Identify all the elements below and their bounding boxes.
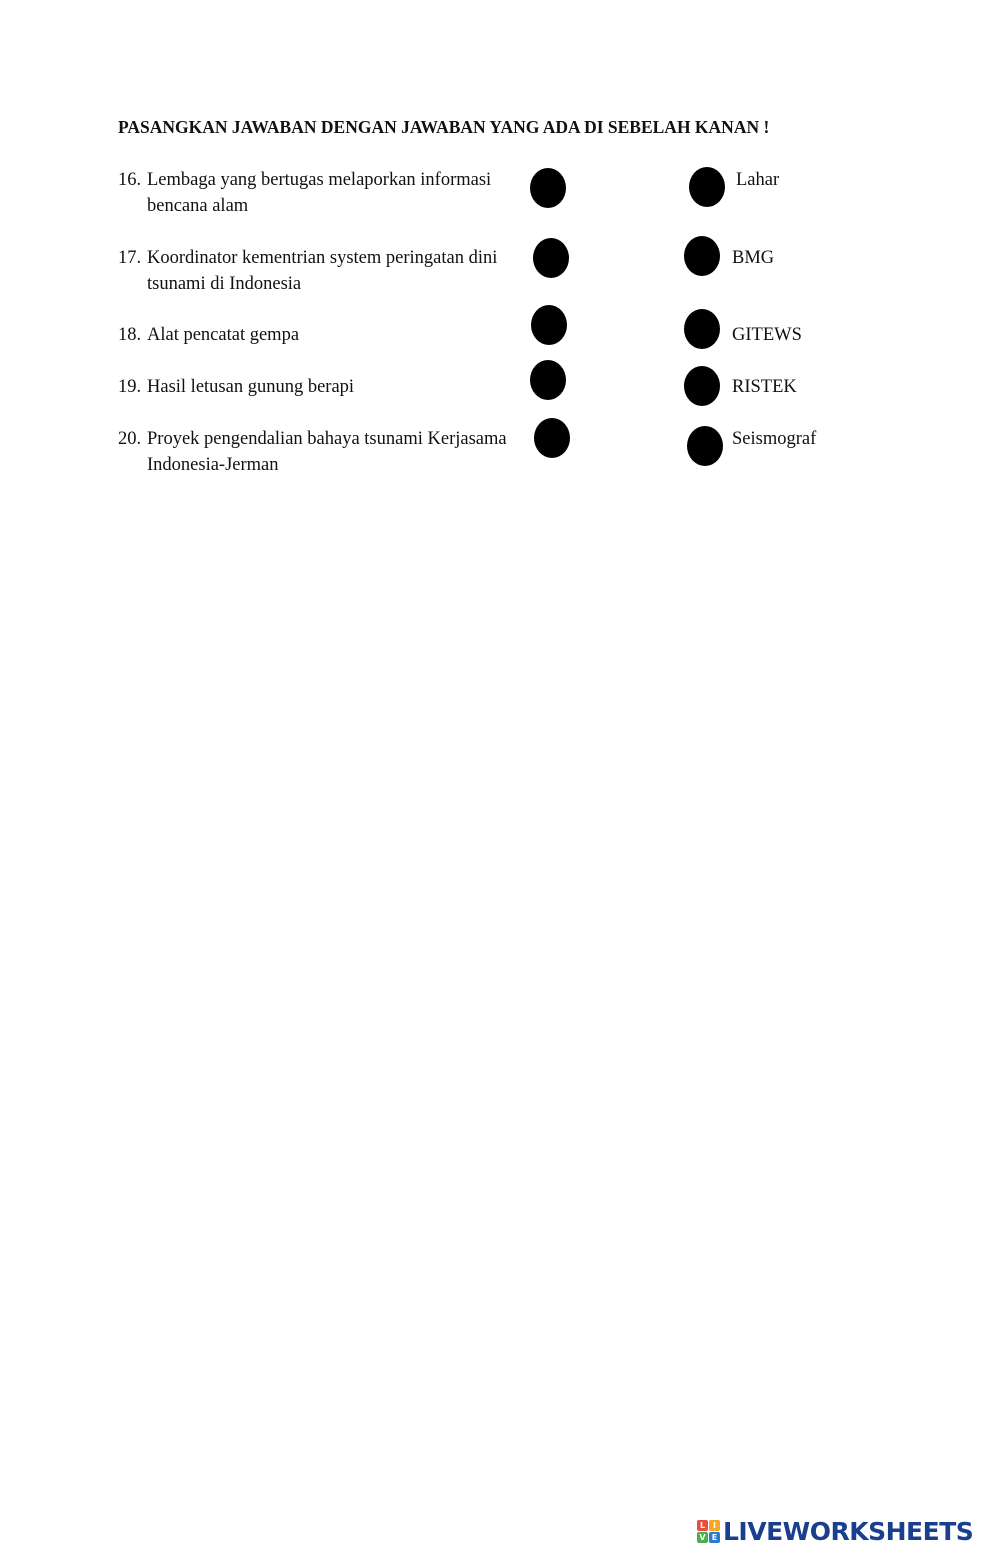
question-16 [118,167,538,219]
question-text-line1: Hasil letusan gunung berapi [147,377,355,397]
question-18 [118,322,538,348]
logo-letter-l: L [697,1520,708,1531]
question-19 [118,374,538,400]
liveworksheets-logo-text: LIVEWORKSHEETS [723,1516,974,1546]
question-text-line1: Lembaga yang bertugas melaporkan informasi [147,170,492,190]
question-number: 19. [118,377,142,397]
question-text-line2: Indonesia-Jerman [147,455,279,475]
question-text-line2: tsunami di Indonesia [147,274,302,294]
right-match-dot-seismograf[interactable] [687,426,723,466]
question-number: 17. [118,248,142,268]
left-match-dot-19[interactable] [530,360,566,400]
question-number: 16. [118,170,142,190]
answer-ristek: RISTEK [732,377,797,397]
answer-gitews: GITEWS [732,325,802,345]
left-match-dot-18[interactable] [531,305,567,345]
right-match-dot-bmg[interactable] [684,236,720,276]
question-text-line1: Alat pencatat gempa [147,325,300,345]
left-match-dot-17[interactable] [533,238,569,278]
worksheet-title: PASANGKAN JAWABAN DENGAN JAWABAN YANG ADA DI SEBELAH KANAN ! [118,117,770,137]
question-17 [118,245,538,297]
logo-letter-e: E [709,1532,720,1543]
logo-letter-i: I [709,1520,720,1531]
liveworksheets-logo [697,1514,973,1548]
answer-lahar: Lahar [736,170,780,190]
liveworksheets-logo-icon [697,1520,720,1543]
question-text-line1: Proyek pengendalian bahaya tsunami Kerjasama [147,429,507,449]
logo-letter-v: V [697,1532,708,1543]
question-20 [118,426,538,478]
left-match-dot-20[interactable] [534,418,570,458]
right-match-dot-gitews[interactable] [684,309,720,349]
left-match-dot-16[interactable] [530,168,566,208]
right-match-dot-lahar[interactable] [689,167,725,207]
answer-bmg: BMG [732,248,775,268]
right-match-dot-ristek[interactable] [684,366,720,406]
question-text-line1: Koordinator kementrian system peringatan dini [147,248,498,268]
question-number: 20. [118,429,142,449]
question-number: 18. [118,325,142,345]
answer-seismograf: Seismograf [732,429,817,449]
question-text-line2: bencana alam [147,196,249,216]
